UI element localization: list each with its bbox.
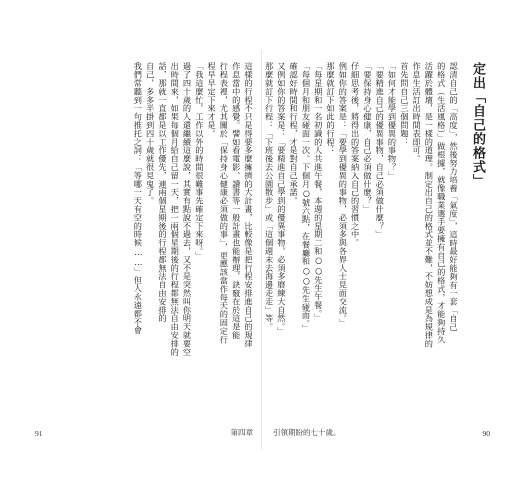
book-spread — [35, 50, 490, 450]
left-page — [35, 50, 257, 450]
right-page — [264, 50, 490, 450]
left-page-body: 這樣的行程不只是得要多麼擁擠的大計畫，比較像是把行程安排進自己的規律 作息當中的感覺。譬如看電影、讀書等一般計畫也能辦理，訣竅在於這是能 行程表裡，尤其關於「保持身心健康必須做的事」，更應該當作每天的固定行 程早早定下來才是。 「我這麼忙，工作以外的時間很難事先確定下來呀。」 過了四十歲的人還繼續這麼說，其實有點說不過去，又不是突然叫你明天就要空 出時間來，如果每個月給自己留一天，把一兩個星期後的行程都無法自由安排的 話，那就一直都是以工作優先，連兩個星期後的行程都無法自由安排的 自己，多多半掛到四十歲就很見鬼了。 我們常聽到一句推托之詞：「等哪一天有空的時候……」但人永遠都不會 — [133, 62, 254, 356]
left-page-number: 91 — [35, 429, 43, 438]
chapter-label: 第四章 — [230, 428, 253, 437]
right-page-body: 認清自己的「高度」，然後努力培養「氣度」，這時最好能夠有一套「自己 的格式（生活風格）」做根據，就像職業選手要擁有自己的格式，才能夠持久 活躍於體壇，是一樣的道理。制定出自己的格式並不難，不妨想成是為規律的 作息生活訂出時間表即可。 首先問自己三個問題： 「如何才能學到優異的事物？」 「要精進自己的優異事物，自己必須做什麼？」 「要保持身心健康，自己必須做什麼？」 仔細思考後，將得出的答案納入自己的習慣之中。 例如你的答案是：「要學到優異的事物，必須多與各界人士見面交流。」 那麼就訂下如此的行程： 「每星期和一名初識的人共進午餐，本週的星期二和○○先生午餐。」 「每個月和朋友碰面一次。下個月○號六點，在餐廳和○○先生碰面。」 確認好時間和行程，才是對自己承諾。 又例如你的答案是：「要精進自己學到的優異事物，必須多磨練大自然。」 那麼就訂下行程：「下班後去公園散步」或「這個週末去海邊走走」等。 — [264, 62, 459, 348]
right-page-number: 90 — [482, 429, 490, 438]
section-title: 定出「自己的格式」 — [470, 62, 485, 188]
gutter-divider — [261, 50, 262, 450]
running-title: 引領期盼的七十歲。 — [273, 428, 341, 437]
